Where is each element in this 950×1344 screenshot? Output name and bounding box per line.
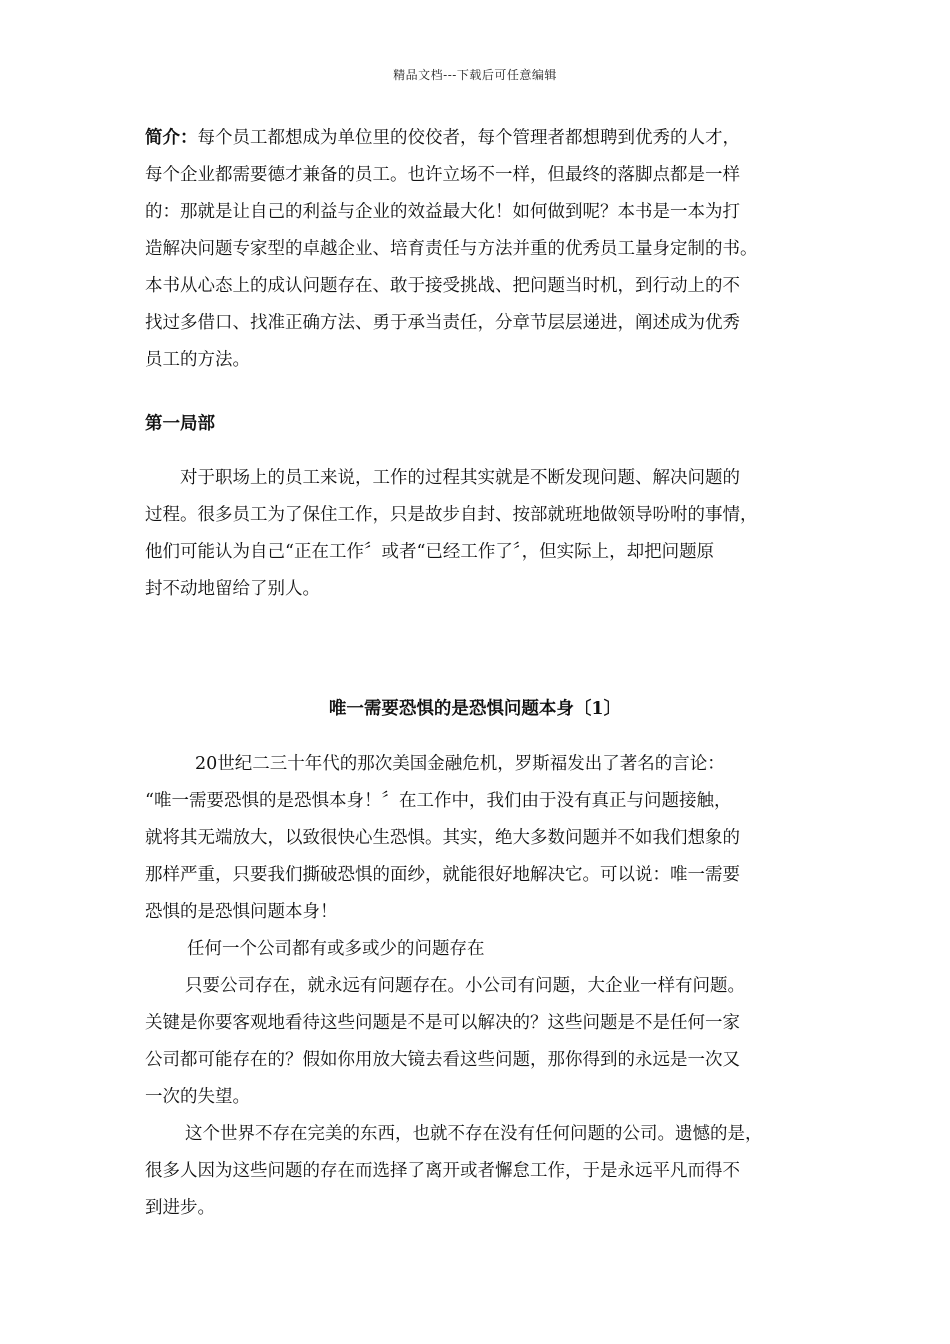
paragraph-line: 他们可能认为自己“正在工作〞或者“已经工作了〞，但实际上，却把问题原 bbox=[145, 542, 715, 562]
intro-paragraph bbox=[145, 120, 810, 379]
intro-line: 员工的方法。 bbox=[145, 350, 250, 370]
intro-line: 造解决问题专家型的卓越企业、培育责任与方法并重的优秀员工量身定制的书。 bbox=[145, 239, 758, 259]
intro-line: 本书从心态上的成认问题存在、敢于接受挑战、把问题当时机，到行动上的不 bbox=[145, 276, 740, 296]
paragraph-line: 20世纪二三十年代的那次美国金融危机，罗斯福发出了著名的言论： bbox=[195, 754, 725, 774]
paragraph-line: 只要公司存在，就永远有问题存在。小公司有问题，大企业一样有问题。 bbox=[185, 976, 745, 996]
paragraph-line: 那样严重，只要我们撕破恐惧的面纱，就能很好地解决它。可以说：唯一需要 bbox=[145, 865, 740, 885]
intro-line: 简介：每个员工都想成为单位里的佼佼者，每个管理者都想聘到优秀的人才， bbox=[145, 128, 740, 148]
intro-label: 简介： bbox=[145, 128, 198, 148]
paragraph-line: 过程。很多员工为了保住工作，只是故步自封、按部就班地做领导吩咐的事情， bbox=[145, 505, 758, 525]
paragraph-line: 就将其无端放大，以致很快心生恐惧。其实，绝大多数问题并不如我们想象的 bbox=[145, 828, 740, 848]
paragraph-line: 关键是你要客观地看待这些问题是不是可以解决的？这些问题是不是任何一家 bbox=[145, 1013, 740, 1033]
subheading: 任何一个公司都有或多或少的问题存在 bbox=[187, 939, 485, 959]
paragraph-line: 恐惧的是恐惧问题本身！ bbox=[145, 902, 338, 922]
intro-line: 的：那就是让自己的利益与企业的效益最大化！如何做到呢？本书是一本为打 bbox=[145, 202, 740, 222]
section-body bbox=[145, 746, 810, 1227]
paragraph-line: 一次的失望。 bbox=[145, 1087, 250, 1107]
paragraph-line: 公司都可能存在的？假如你用放大镜去看这些问题，那你得到的永远是一次又 bbox=[145, 1050, 740, 1070]
paragraph-line: “唯一需要恐惧的是恐惧本身！〞在工作中，我们由于没有真正与问题接触， bbox=[145, 791, 732, 811]
page-header: 精品文档---下载后可任意编辑 bbox=[393, 68, 557, 82]
paragraph-line: 封不动地留给了别人。 bbox=[145, 579, 320, 599]
paragraph-line: 这个世界不存在完美的东西，也就不存在没有任何问题的公司。遗憾的是， bbox=[185, 1124, 763, 1144]
paragraph-line: 很多人因为这些问题的存在而选择了离开或者懈怠工作，于是永远平凡而得不 bbox=[145, 1161, 740, 1181]
intro-line: 每个企业都需要德才兼备的员工。也许立场不一样，但最终的落脚点都是一样 bbox=[145, 165, 740, 185]
part-heading: 第一局部 bbox=[145, 414, 215, 434]
paragraph-line: 到进步。 bbox=[145, 1198, 215, 1218]
intro-line: 找过多借口、找准正确方法、勇于承当责任，分章节层层递进，阐述成为优秀 bbox=[145, 313, 740, 333]
paragraph-line: 对于职场上的员工来说，工作的过程其实就是不断发现问题、解决问题的 bbox=[180, 468, 740, 488]
section-title: 唯一需要恐惧的是恐惧问题本身〔1〕 bbox=[328, 699, 622, 719]
part-paragraph bbox=[145, 460, 810, 608]
